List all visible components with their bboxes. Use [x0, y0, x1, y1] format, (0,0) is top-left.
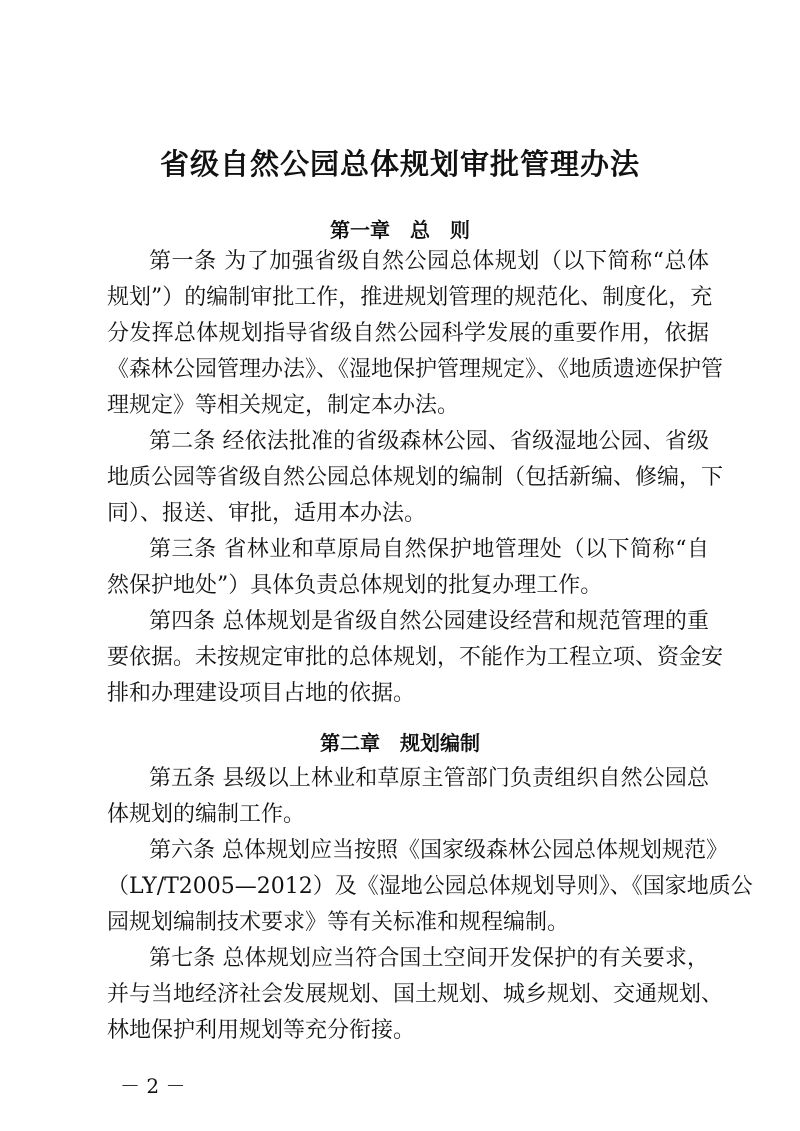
article-7-line: 并与当地经济社会发展规划、国土规划、城乡规划、交通规划、 — [107, 982, 724, 1007]
article-2-line: 第二条 经依法批准的省级森林公园、省级湿地公园、省级 — [149, 429, 709, 454]
article-4-line: 要依据。未按规定审批的总体规划，不能作为工程立项、资金安 — [107, 645, 724, 670]
article-1-line: 第一条 为了加强省级自然公园总体规划（以下简称“总体 — [149, 249, 709, 274]
article-6-line: 第六条 总体规划应当按照《国家级森林公园总体规划规范》 — [149, 838, 728, 863]
chapter-1-heading: 第一章 总 则 — [330, 218, 470, 242]
article-4-line: 排和办理建设项目占地的依据。 — [107, 681, 416, 706]
article-1-line: 理规定》等相关规定，制定本办法。 — [107, 393, 460, 418]
document-title: 省级自然公园总体规划审批管理办法 — [159, 147, 640, 181]
article-3-line: 第三条 省林业和草原局自然保护地管理处（以下简称“自 — [149, 537, 709, 562]
article-6-line: （LY/T2005—2012）及《湿地公园总体规划导则》、《国家地质公 — [107, 874, 753, 899]
article-1-line: 规划”）的编制审批工作，推进规划管理的规范化、制度化，充 — [107, 285, 713, 310]
article-7-line: 第七条 总体规划应当符合国土空间开发保护的有关要求， — [149, 946, 709, 971]
page-number: － 2 － — [120, 1074, 186, 1098]
article-4-line: 第四条 总体规划是省级自然公园建设经营和规范管理的重 — [149, 609, 709, 634]
chapter-2-heading: 第二章 规划编制 — [320, 731, 480, 755]
article-3-line: 然保护地处”）具体负责总体规划的批复办理工作。 — [107, 573, 603, 598]
article-5-line: 体规划的编制工作。 — [107, 802, 306, 827]
article-2-line: 同）、报送、审批，适用本办法。 — [107, 501, 427, 526]
document-body — [107, 244, 753, 1049]
article-6-line: 园规划编制技术要求》等有关标准和规程编制。 — [107, 910, 570, 935]
article-1-line: 分发挥总体规划指导省级自然公园科学发展的重要作用，依据 — [107, 321, 709, 346]
article-7-line: 林地保护利用规划等充分衔接。 — [107, 1018, 416, 1043]
article-5-line: 第五条 县级以上林业和草原主管部门负责组织自然公园总 — [149, 766, 709, 791]
article-2-line: 地质公园等省级自然公园总体规划的编制（包括新编、修编，下 — [107, 465, 724, 490]
article-1-line: 《森林公园管理办法》、《湿地保护管理规定》、《地质遗迹保护管 — [107, 357, 724, 382]
